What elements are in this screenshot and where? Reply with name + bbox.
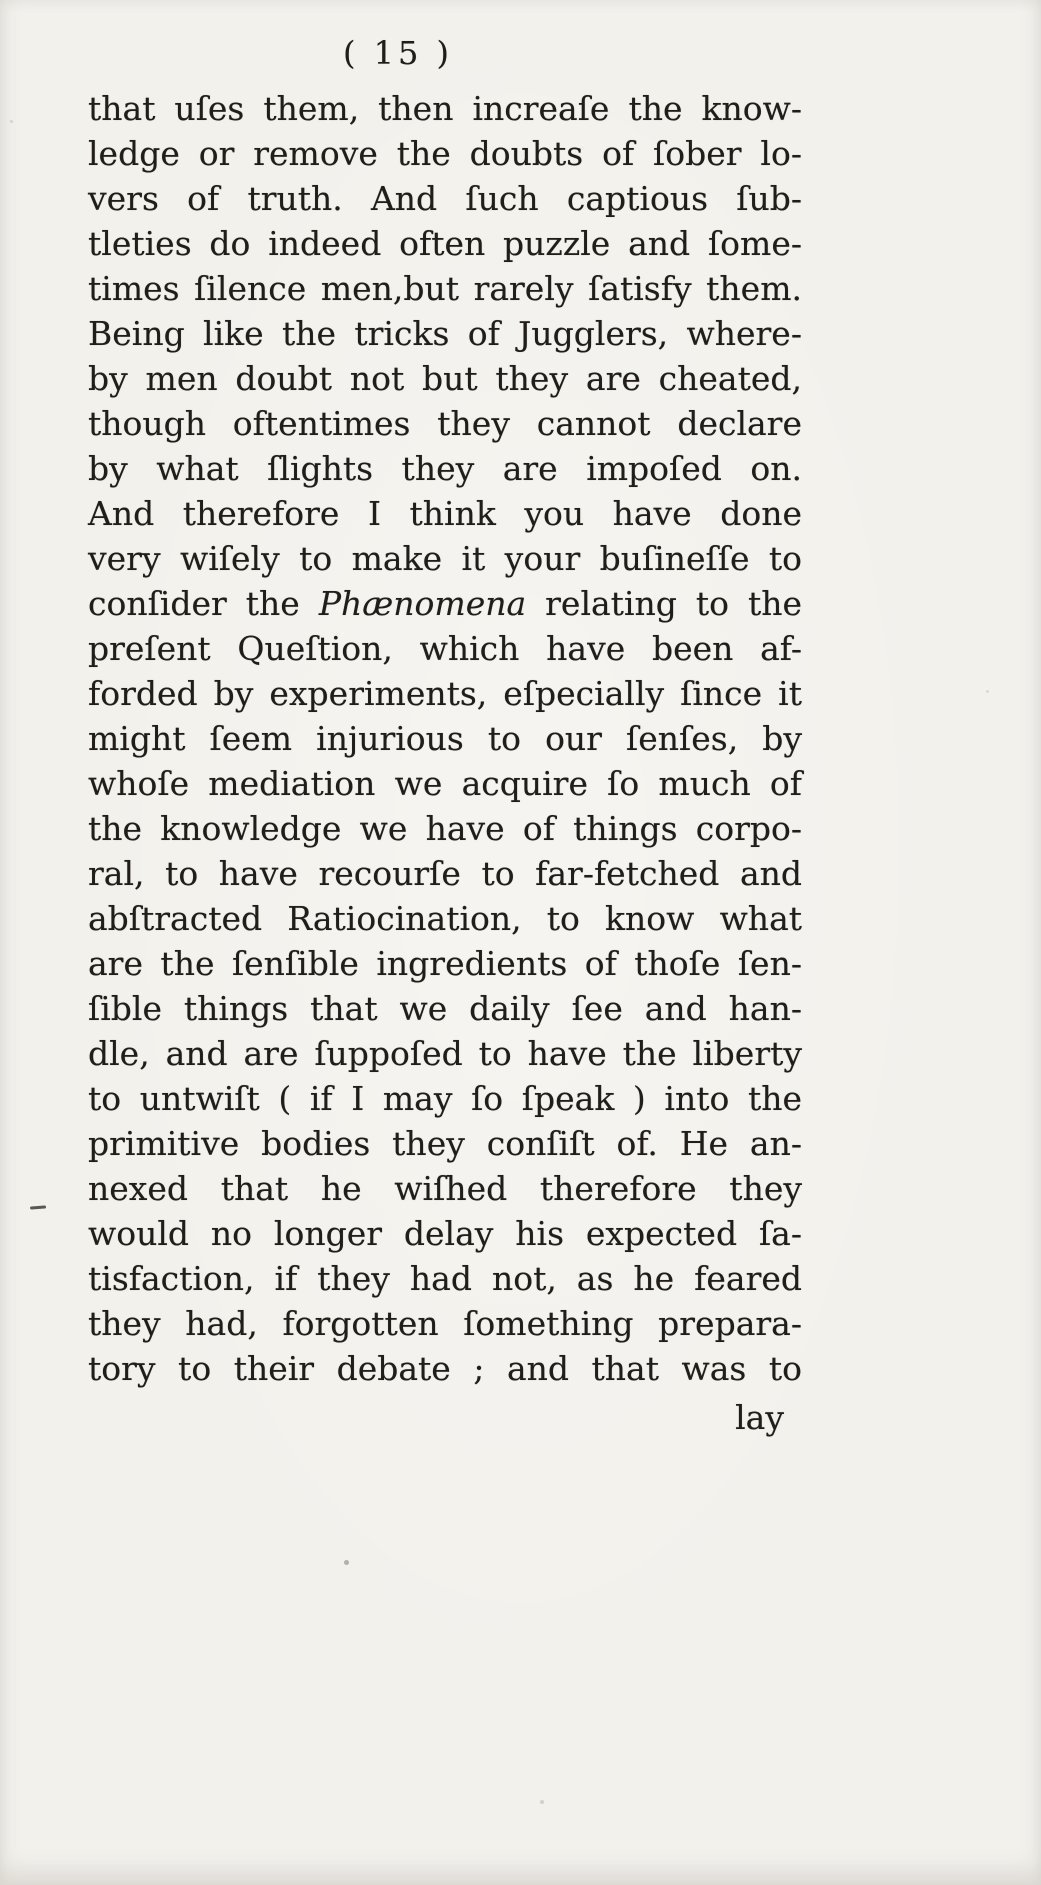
text-line: times ſilence men,but rarely ſatisfy them. bbox=[88, 269, 802, 308]
text-line: that uſes them, then increaſe the know- bbox=[88, 89, 802, 128]
text-line: ledge or remove the doubts of ſober lo- bbox=[88, 134, 802, 173]
text-line: Being like the tricks of Jugglers, where- bbox=[88, 314, 802, 353]
text-line: dle, and are ſuppoſed to have the liberty bbox=[88, 1034, 802, 1073]
text-line: might ſeem injurious to our ſenſes, by bbox=[88, 719, 802, 758]
text-line: are the ſenſible ingredients of thoſe ſen- bbox=[88, 944, 802, 983]
text-line: would no longer delay his expected ſa- bbox=[88, 1214, 802, 1253]
text-line: tisfaction, if they had not, as he feared bbox=[88, 1259, 802, 1298]
text-line: tleties do indeed often puzzle and ſome- bbox=[88, 224, 802, 263]
text-line: nexed that he wiſhed therefore they bbox=[88, 1169, 802, 1208]
text-line: tory to their debate ; and that was to bbox=[88, 1349, 802, 1388]
text-line: preſent Queſtion, which have been af- bbox=[88, 629, 802, 668]
scan-speckle bbox=[540, 1800, 544, 1804]
text-line: whoſe mediation we acquire ſo much of bbox=[88, 764, 802, 803]
text-block bbox=[88, 86, 802, 1391]
scan-speckle bbox=[986, 690, 989, 693]
page-number: ( 15 ) bbox=[342, 34, 454, 72]
text-line: conſider the Phænomena relating to the bbox=[88, 584, 803, 623]
text-line: by men doubt not but they are cheated, bbox=[88, 359, 802, 398]
scan-speckle bbox=[10, 120, 13, 123]
margin-mark bbox=[30, 1205, 46, 1209]
catchword: lay bbox=[735, 1398, 784, 1437]
text-line: primitive bodies they conſiſt of. He an- bbox=[88, 1124, 802, 1163]
text-line: And therefore I think you have done bbox=[88, 494, 802, 533]
text-line: vers of truth. And ſuch captious ſub- bbox=[88, 179, 802, 218]
scan-speckle bbox=[344, 1560, 349, 1565]
text-line: to untwiſt ( if I may ſo ſpeak ) into the bbox=[88, 1079, 802, 1118]
text-line: by what ſlights they are impoſed on. bbox=[88, 449, 802, 488]
text-line: ral, to have recourſe to far-fetched and bbox=[88, 854, 802, 893]
text-line: very wiſely to make it your buſineſſe to bbox=[88, 539, 802, 578]
text-line: forded by experiments, eſpecially ſince it bbox=[88, 674, 802, 713]
text-line: though oftentimes they cannot declare bbox=[88, 404, 802, 443]
text-line: the knowledge we have of things corpo- bbox=[88, 809, 802, 848]
text-line: abſtracted Ratiocination, to know what bbox=[88, 899, 802, 938]
text-line: ſible things that we daily ſee and han- bbox=[88, 989, 802, 1028]
text-line: they had, forgotten ſomething prepara- bbox=[88, 1304, 802, 1343]
